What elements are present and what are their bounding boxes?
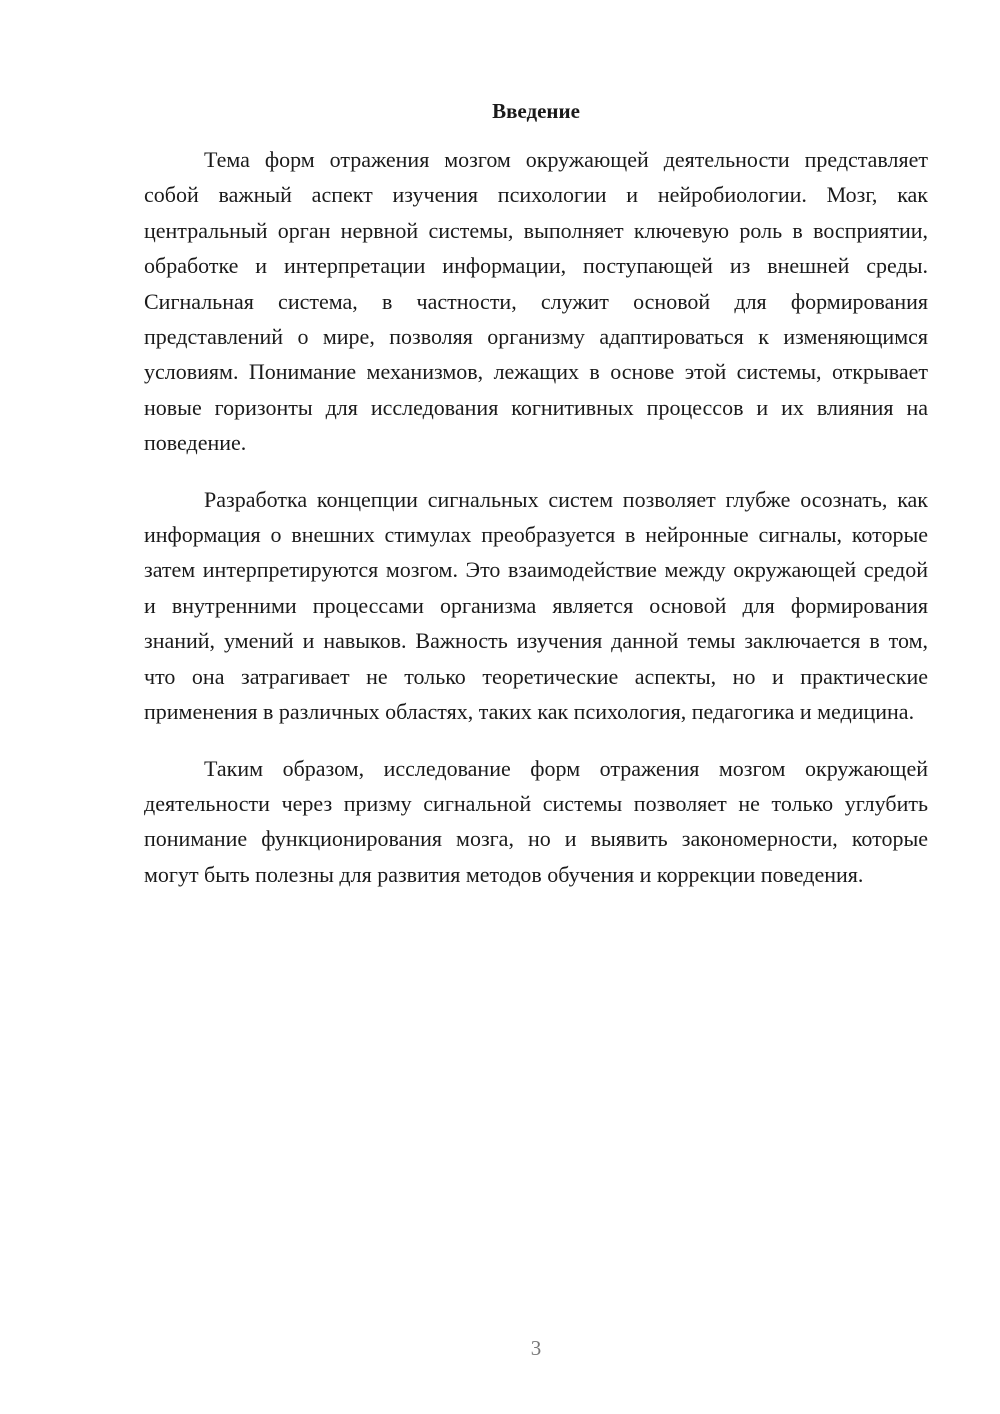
section-title: Введение: [492, 99, 580, 123]
paragraph-2: Разработка концепции сигнальных систем позволяет глубже осознать, как информация о внешних стимулах преобразуется в нейронные сигналы, которые затем интерпретируются мозгом. Это взаимодействие между окружающей средой и внутренними процессами организма является основой для формирования знаний, умений и навыков. Важность изучения данной темы заключается в том, что она затрагивает не только теоретические аспекты, но и практические применения в различных областях, таких как психология, педагогика и медицина.: [144, 486, 928, 725]
paragraph-1: Тема форм отражения мозгом окружающей деятельности представляет собой важный аспект изучения психологии и нейробиологии. Мозг, как центральный орган нервной системы, выполняет ключевую роль в восприятии, обработке и интерпретации информации, поступающей из внешней среды. Сигнальная система, в частности, служит основой для формирования представлений о мире, позволяя организму адаптироваться к изменяющимся условиям. Понимание механизмов, лежащих в основе этой системы, открывает новые горизонты для исследования когнитивных процессов и их влияния на поведение.: [144, 147, 928, 456]
body-text: [144, 142, 928, 913]
page-number: 3: [530, 1336, 542, 1360]
paragraph-3: Таким образом, исследование форм отражения мозгом окружающей деятельности через призму сигнальной системы позволяет не только углубить понимание функционирования мозга, но и выявить закономерности, которые могут быть полезны для развития методов обучения и коррекции поведения.: [144, 755, 928, 887]
